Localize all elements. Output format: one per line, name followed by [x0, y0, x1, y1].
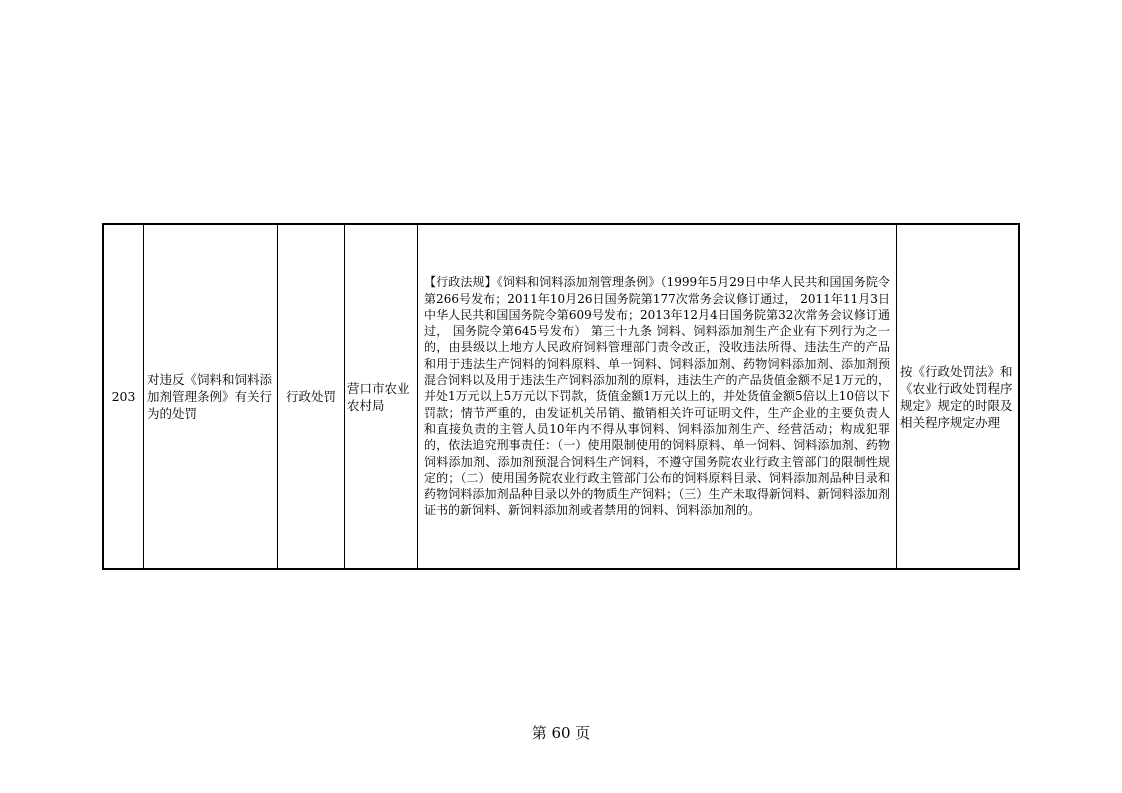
procedure-text: 按《行政处罚法》和《农业行政处罚程序规定》规定的时限及相关程序规定办理: [900, 363, 1013, 430]
department-name: 营口市农业农村局: [347, 380, 410, 413]
item-type: 行政处罚: [285, 389, 336, 404]
item-name-cell: [144, 225, 278, 568]
item-name: 对违反《饲料和饲料添加剂管理条例》有关行为的处罚: [147, 372, 273, 421]
row-number: 203: [111, 389, 136, 404]
legal-basis-text: 【行政法规】《饲料和饲料添加剂管理条例》（1999年5月29日中华人民共和国国务院令第266号发布；2011年10月26日国务院第177次常务会议修订通过， 2011年11月3日中华人民共和国国务院令第609号发布；2013年12月4日国务院第32次常务会议修订通过， 国务院令第645号发布） 第三十九条 饲料、饲料添加剂生产企业有下列行为之一的，由县级以上地方人民政府饲料管理部门责令改正，没收违法所得、违法生产的产品和用于违法生产饲料的饲料原料、单一饲料、饲料添加剂、药物饲料添加剂、添加剂预混合饲料以及用于违法生产饲料添加剂的原料，违法生产的产品货值金额不足1万元的，并处1万元以上5万元以下罚款，货值金额1万元以上的，并处货值金额5倍以上10倍以下罚款；情节严重的，由发证机关吊销、撤销相关许可证明文件，生产企业的主要负责人和直接负责的主管人员10年内不得从事饲料、饲料添加剂生产、经营活动；构成犯罪的，依法追究刑事责任：（一）使用限制使用的饲料原料、单一饲料、饲料添加剂、药物饲料添加剂、添加剂预混合饲料生产饲料，不遵守国务院农业行政主管部门的限制性规定的；（二）使用国务院农业行政主管部门公布的饲料原料目录、饲料添加剂品种目录和药物饲料添加剂品种目录以外的物质生产饲料；（三）生产未取得新饲料、新饲料添加剂证书的新饲料、新饲料添加剂或者禁用的饲料、饲料添加剂的。: [424, 275, 890, 518]
page-number: 第 60 页: [531, 724, 591, 742]
row-number-cell: [104, 225, 144, 568]
procedure-cell: [897, 225, 1018, 568]
item-type-cell: [278, 225, 345, 568]
legal-basis-cell: [418, 225, 897, 568]
department-cell: [345, 225, 418, 568]
regulation-table: [102, 223, 1020, 570]
